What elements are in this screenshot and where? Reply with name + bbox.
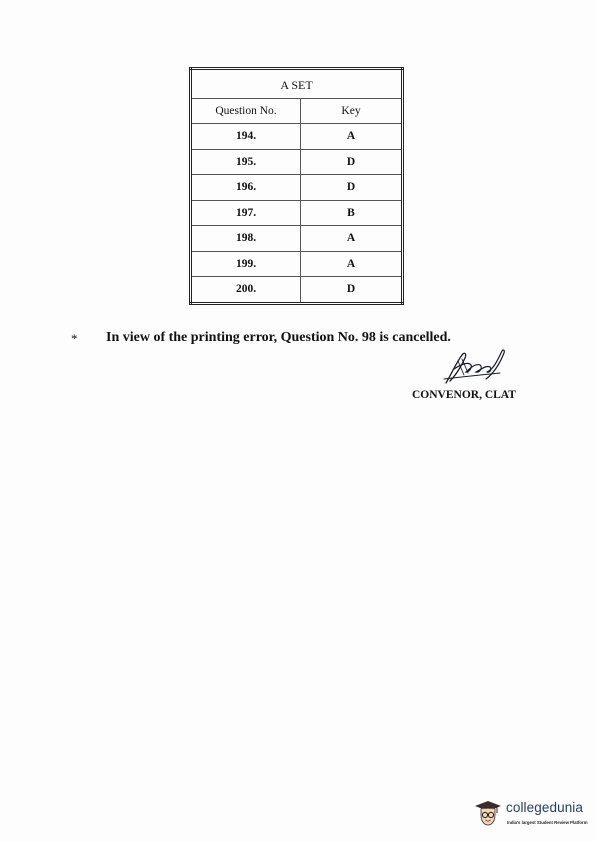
cancellation-note-text: In view of the printing error, Question No. 98 is cancelled.	[106, 330, 451, 345]
table-row	[191, 149, 403, 175]
table-row	[191, 124, 403, 150]
question-number: 198.	[191, 226, 301, 252]
set-title: A SET	[191, 69, 403, 99]
answer-key: D	[301, 149, 403, 175]
table-row	[191, 226, 403, 252]
column-header-question-no: Question No.	[191, 99, 301, 124]
question-number: 199.	[191, 251, 301, 277]
answer-key: D	[301, 277, 403, 304]
column-header-key: Key	[301, 99, 403, 124]
question-number: 200.	[191, 277, 301, 304]
table-row	[191, 175, 403, 201]
question-number: 195.	[191, 149, 301, 175]
question-number: 194.	[191, 124, 301, 150]
table-row	[191, 200, 403, 226]
signatory-designation: CONVENOR, CLAT	[412, 389, 516, 401]
watermark-brand: collegedunia	[506, 800, 584, 815]
question-number: 196.	[191, 175, 301, 201]
answer-key: B	[301, 200, 403, 226]
convenor-signature	[440, 345, 520, 387]
answer-key: A	[301, 251, 403, 277]
watermark-tagline: India's largest Student Review Platform	[507, 820, 588, 825]
answer-key: A	[301, 124, 403, 150]
mascot-logo-icon	[473, 798, 503, 828]
collegedunia-watermark	[473, 796, 591, 834]
table-row	[191, 251, 403, 277]
table-row	[191, 277, 403, 304]
answer-key-table	[189, 67, 404, 305]
asterisk-marker: *	[71, 331, 78, 346]
question-number: 197.	[191, 200, 301, 226]
answer-key: D	[301, 175, 403, 201]
answer-key: A	[301, 226, 403, 252]
